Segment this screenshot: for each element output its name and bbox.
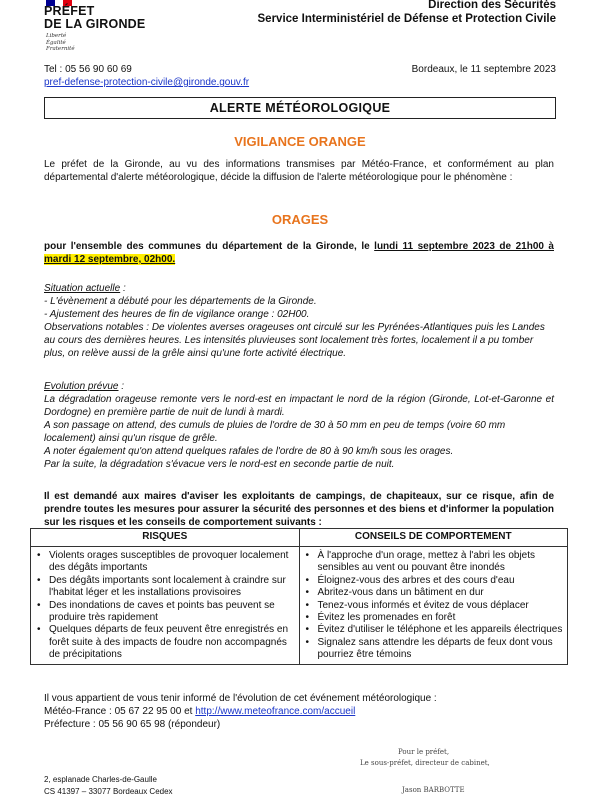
contact-tel: Tel : 05 56 90 60 69 xyxy=(44,64,132,75)
observations-text: Observations notables : De violentes averses orageuses ont circulé sur les Pyrénées-Atlantiques puis les Landes au cours des dernières heures. Les intensités pluvieuses sont localement très fortes, localement il a pu tomber plus, on relève aussi de la grêle ainsi qu'une forte activité électrique. xyxy=(44,322,545,359)
signature-for-prefect: Pour le préfet, xyxy=(398,748,450,756)
footer-address-line1: 2, esplanade Charles-de-Gaulle xyxy=(44,775,157,784)
vigilance-level: VIGILANCE ORANGE xyxy=(234,134,366,149)
alert-title-box xyxy=(44,97,556,119)
advice-header: CONSEILS DE COMPORTEMENT xyxy=(299,529,568,547)
intro-paragraph: Le préfet de la Gironde, au vu des informations transmises par Météo-France, et conformément au plan départemental d'alerte météorologique, décide la diffusion de l'alerte météorologique pour le phénomène : xyxy=(44,159,554,183)
republic-motto: Liberté Égalité Fraternité xyxy=(46,33,75,52)
info-section xyxy=(44,692,554,731)
risks-cell xyxy=(31,547,300,665)
alert-period-start: lundi 11 septembre 2023 de 21h00 à xyxy=(374,241,554,252)
footer-address-line2: CS 41397 – 33077 Bordeaux Cedex xyxy=(44,787,173,796)
place-date: Bordeaux, le 11 septembre 2023 xyxy=(411,64,556,75)
signature-title: Le sous-préfet, directeur de cabinet, xyxy=(360,759,490,767)
advice-item: • Abritez-vous dans un bâtiment en dur xyxy=(304,587,564,599)
situation-line: - Ajustement des heures de fin de vigilance orange : 02H00. xyxy=(44,309,310,320)
risk-item: • Des inondations de caves et points bas peuvent se produire très rapidement xyxy=(35,600,295,625)
situation-line: - L'évènement a débuté pour les départements de la Gironde. xyxy=(44,296,317,307)
situation-section: Situation actuelle : - L'évènement a débuté pour les départements de la Gironde. - Ajustement des heures de fin de vigilance orange : 02H00. Observations notables : De violentes averses orageuses ont circulé sur les Pyrénées-Atlantiques puis les Landes au cours des dernières heures. Les intensités pluvieuses sont localement très fortes, localement il a pu tomber plus, on relève aussi de la grêle ainsi qu'une forte activité électrique. xyxy=(44,282,554,360)
risks-advice-table xyxy=(30,528,568,665)
risk-item: • Quelques départs de feux peuvent être enregistrés en forêt suite à des impacts de foudre non accompagnés de précipitations xyxy=(35,624,295,661)
advice-item: • Tenez-vous informés et évitez de vous déplacer xyxy=(304,600,564,612)
evolution-p1: La dégradation orageuse remonte vers le nord-est en impactant le nord de la région (Gironde, Lot-et-Garonne et Dordogne) en première partie de nuit de lundi à mardi. xyxy=(44,394,554,418)
situation-heading: Situation actuelle xyxy=(44,283,121,294)
meteofrance-link[interactable]: http://www.meteofrance.com/accueil xyxy=(195,706,356,717)
service-direction: Direction des Sécurités xyxy=(428,0,556,11)
logo-gironde: DE LA GIRONDE xyxy=(44,17,146,31)
risk-item: • Des dégâts importants sont localement à craindre sur l'habitat léger et les installations provisoires xyxy=(35,575,295,600)
evolution-p4: Par la suite, la dégradation s'évacue vers le nord-est en seconde partie de nuit. xyxy=(44,459,395,470)
scope-paragraph: pour l'ensemble des communes du département de la Gironde, le lundi 11 septembre 2023 de 21h00 à mardi 12 septembre, 02h00. xyxy=(44,241,554,265)
alert-title: ALERTE MÉTÉOROLOGIQUE xyxy=(209,101,391,115)
evolution-p3: A noter également qu'on attend quelques rafales de l'ordre de 80 à 90 km/h sous les orages. xyxy=(44,446,454,457)
advice-item: • Évitez les promenades en forêt xyxy=(304,612,564,624)
info-line: Il vous appartient de vous tenir informé de l'évolution de cet événement météorologique : xyxy=(44,693,437,704)
logo-prefet: PRÉFET xyxy=(44,4,95,18)
phenomenon-title: ORAGES xyxy=(271,212,329,227)
advice-cell xyxy=(299,547,568,665)
meteofrance-phone: Météo-France : 05 67 22 95 00 et xyxy=(44,706,196,717)
mayors-request: Il est demandé aux maires d'aviser les exploitants de campings, de chapiteaux, sur ce risque, afin de prendre toutes les mesures pour assurer la sécurité des personnes et des biens et d'informer la population sur les risques et les conseils de comportement suivants : xyxy=(44,491,554,528)
advice-item: • Signalez sans attendre les départs de feux dont vous pourriez être témoins xyxy=(304,637,564,662)
risks-header: RISQUES xyxy=(31,529,300,547)
prefecture-phone: Préfecture : 05 56 90 65 98 (répondeur) xyxy=(44,719,221,730)
advice-item: • Évitez d'utiliser le téléphone et les appareils électriques xyxy=(304,624,564,636)
alert-period-end: mardi 12 septembre, 02h00. xyxy=(44,254,176,265)
risk-item: • Violents orages susceptibles de provoquer localement des dégâts importants xyxy=(35,550,295,575)
evolution-section: Evolution prévue : La dégradation orageuse remonte vers le nord-est en impactant le nord de la région (Gironde, Lot-et-Garonne et Dordogne) en première partie de nuit de lundi à mardi. A son passage on attend, des cumuls de pluies de l'ordre de 30 à 50 mm en peu de temps (voire 60 mm localement) ainsi qu'un risque de grêle. A noter également qu'on attend quelques rafales de l'ordre de 80 à 90 km/h sous les orages. Par la suite, la dégradation s'évacue vers le nord-est en seconde partie de nuit. xyxy=(44,381,554,470)
advice-item: • À l'approche d'un orage, mettez à l'abri les objets sensibles au vent ou pouvant être inondés xyxy=(304,550,564,575)
signature-name: Jason BARBOTTE xyxy=(402,786,465,794)
evolution-heading: Evolution prévue xyxy=(44,381,119,392)
advice-item: • Éloignez-vous des arbres et des cours d'eau xyxy=(304,575,564,587)
contact-email-link[interactable]: pref-defense-protection-civile@gironde.gouv.fr xyxy=(44,77,250,88)
service-name: Service Interministériel de Défense et Protection Civile xyxy=(257,13,556,25)
evolution-p2: A son passage on attend, des cumuls de pluies de l'ordre de 30 à 50 mm en peu de temps (voire 60 mm localement) ainsi qu'un risque de grêle. xyxy=(44,420,506,444)
